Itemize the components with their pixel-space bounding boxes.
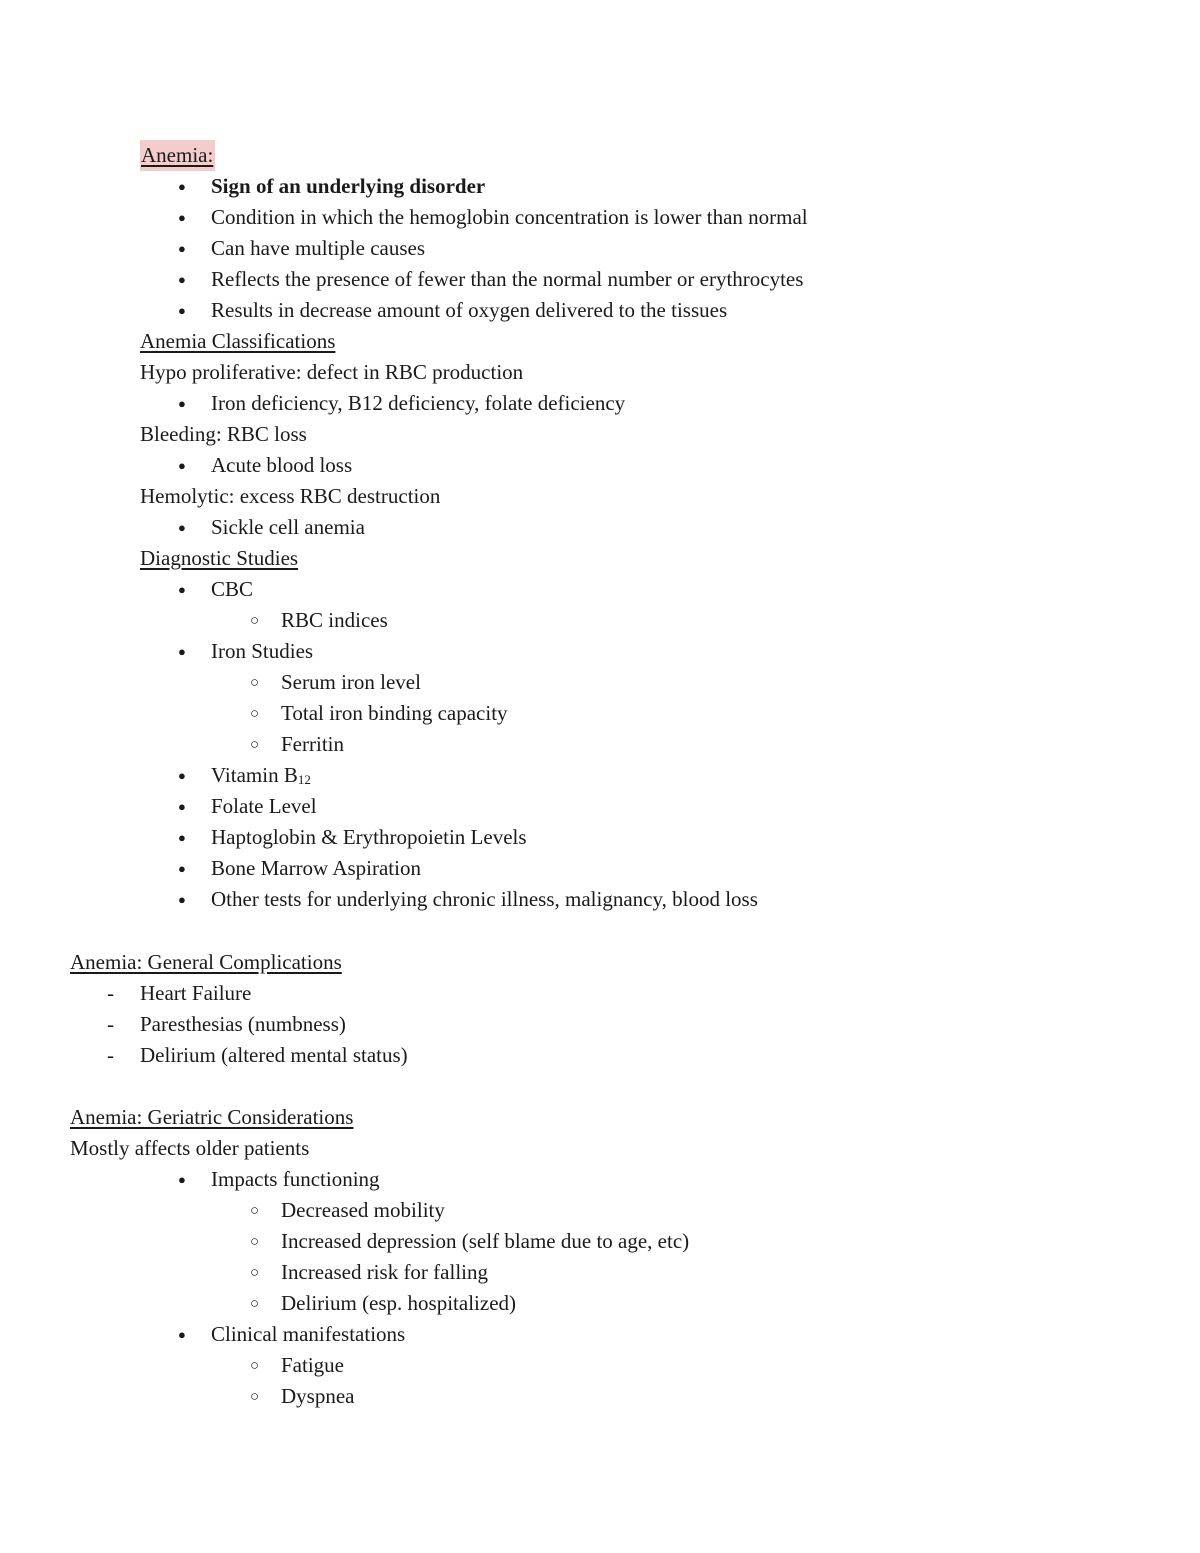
bullet-icon <box>178 233 186 266</box>
bullet-icon <box>178 450 186 483</box>
list-item-text: Clinical manifestations <box>211 1322 406 1346</box>
list-item-text <box>211 760 311 791</box>
bullet-icon <box>178 822 186 855</box>
bullet-icon <box>178 760 186 793</box>
bullet-icon <box>178 512 186 545</box>
list-item-text: Other tests for underlying chronic illness, malignancy, blood loss <box>211 887 758 911</box>
classifications-heading: Anemia Classifications <box>140 329 336 353</box>
list-item-text: Impacts functioning <box>211 1167 380 1191</box>
circle-bullet-icon <box>250 1195 259 1229</box>
dash-bullet-icon <box>107 978 114 1009</box>
list-item-text: Reflects the presence of fewer than the normal number or erythrocytes <box>211 267 804 291</box>
sub-list-item-text: RBC indices <box>281 608 388 632</box>
circle-bullet-icon <box>250 698 259 732</box>
list-item-text: Folate Level <box>211 794 317 818</box>
bullet-icon <box>178 791 186 824</box>
bullet-icon <box>178 171 186 204</box>
dash-list-item-text: Delirium (altered mental status) <box>140 1043 408 1067</box>
list-item-text: CBC <box>211 577 254 601</box>
list-item-text: Sign of an underlying disorder <box>211 174 486 198</box>
diagnostic-heading: Diagnostic Studies <box>140 546 299 570</box>
sub-list-item-text: Ferritin <box>281 732 344 756</box>
sub-list-item-text: Fatigue <box>281 1353 344 1377</box>
sub-list-item-text: Increased depression (self blame due to age, etc) <box>281 1229 690 1253</box>
list-item-text: Haptoglobin & Erythropoietin Levels <box>211 825 527 849</box>
list-item-text: Bone Marrow Aspiration <box>211 856 421 880</box>
hemolytic-label: Hemolytic: excess RBC destruction <box>140 484 441 508</box>
bullet-icon <box>178 264 186 297</box>
sub-list-item-text: Delirium (esp. hospitalized) <box>281 1291 517 1315</box>
bullet-icon <box>178 1319 186 1352</box>
circle-bullet-icon <box>250 1257 259 1291</box>
bullet-icon <box>178 853 186 886</box>
list-item-text: Can have multiple causes <box>211 236 426 260</box>
circle-bullet-icon <box>250 1350 259 1384</box>
vitamin-subscript: 12 <box>297 772 311 787</box>
dash-list-item-text: Paresthesias (numbness) <box>140 1012 346 1036</box>
bullet-icon <box>178 295 186 328</box>
list-item-text: Sickle cell anemia <box>211 515 365 539</box>
circle-bullet-icon <box>250 605 259 639</box>
sub-list-item-text: Increased risk for falling <box>281 1260 488 1284</box>
dash-list-item-text: Heart Failure <box>140 981 252 1005</box>
list-item-text: Acute blood loss <box>211 453 353 477</box>
bullet-icon <box>178 884 186 917</box>
circle-bullet-icon <box>250 729 259 763</box>
list-item-text: Results in decrease amount of oxygen delivered to the tissues <box>211 298 728 322</box>
dash-bullet-icon <box>107 1040 114 1071</box>
list-item-text: Condition in which the hemoglobin concentration is lower than normal <box>211 205 808 229</box>
circle-bullet-icon <box>250 1381 259 1415</box>
geriatric-intro: Mostly affects older patients <box>70 1136 310 1160</box>
bullet-icon <box>178 574 186 607</box>
hypo-label: Hypo proliferative: defect in RBC production <box>140 360 524 384</box>
sub-list-item-text: Serum iron level <box>281 670 421 694</box>
bleeding-label: Bleeding: RBC loss <box>140 422 307 446</box>
list-item-text: Iron deficiency, B12 deficiency, folate deficiency <box>211 391 626 415</box>
bullet-icon <box>178 636 186 669</box>
sub-list-item-text: Dyspnea <box>281 1384 355 1408</box>
circle-bullet-icon <box>250 667 259 701</box>
vitamin-label: Vitamin B <box>211 763 298 787</box>
circle-bullet-icon <box>250 1288 259 1322</box>
bullet-icon <box>178 388 186 421</box>
anemia-heading: Anemia: <box>140 140 215 171</box>
sub-list-item-text: Total iron binding capacity <box>281 701 508 725</box>
bullet-icon <box>178 1164 186 1197</box>
circle-bullet-icon <box>250 1226 259 1260</box>
complications-heading: Anemia: General Complications <box>70 950 342 974</box>
sub-list-item-text: Decreased mobility <box>281 1198 445 1222</box>
dash-bullet-icon <box>107 1009 114 1040</box>
geriatric-heading: Anemia: Geriatric Considerations <box>70 1105 354 1129</box>
list-item-text: Iron Studies <box>211 639 314 663</box>
bullet-icon <box>178 202 186 235</box>
